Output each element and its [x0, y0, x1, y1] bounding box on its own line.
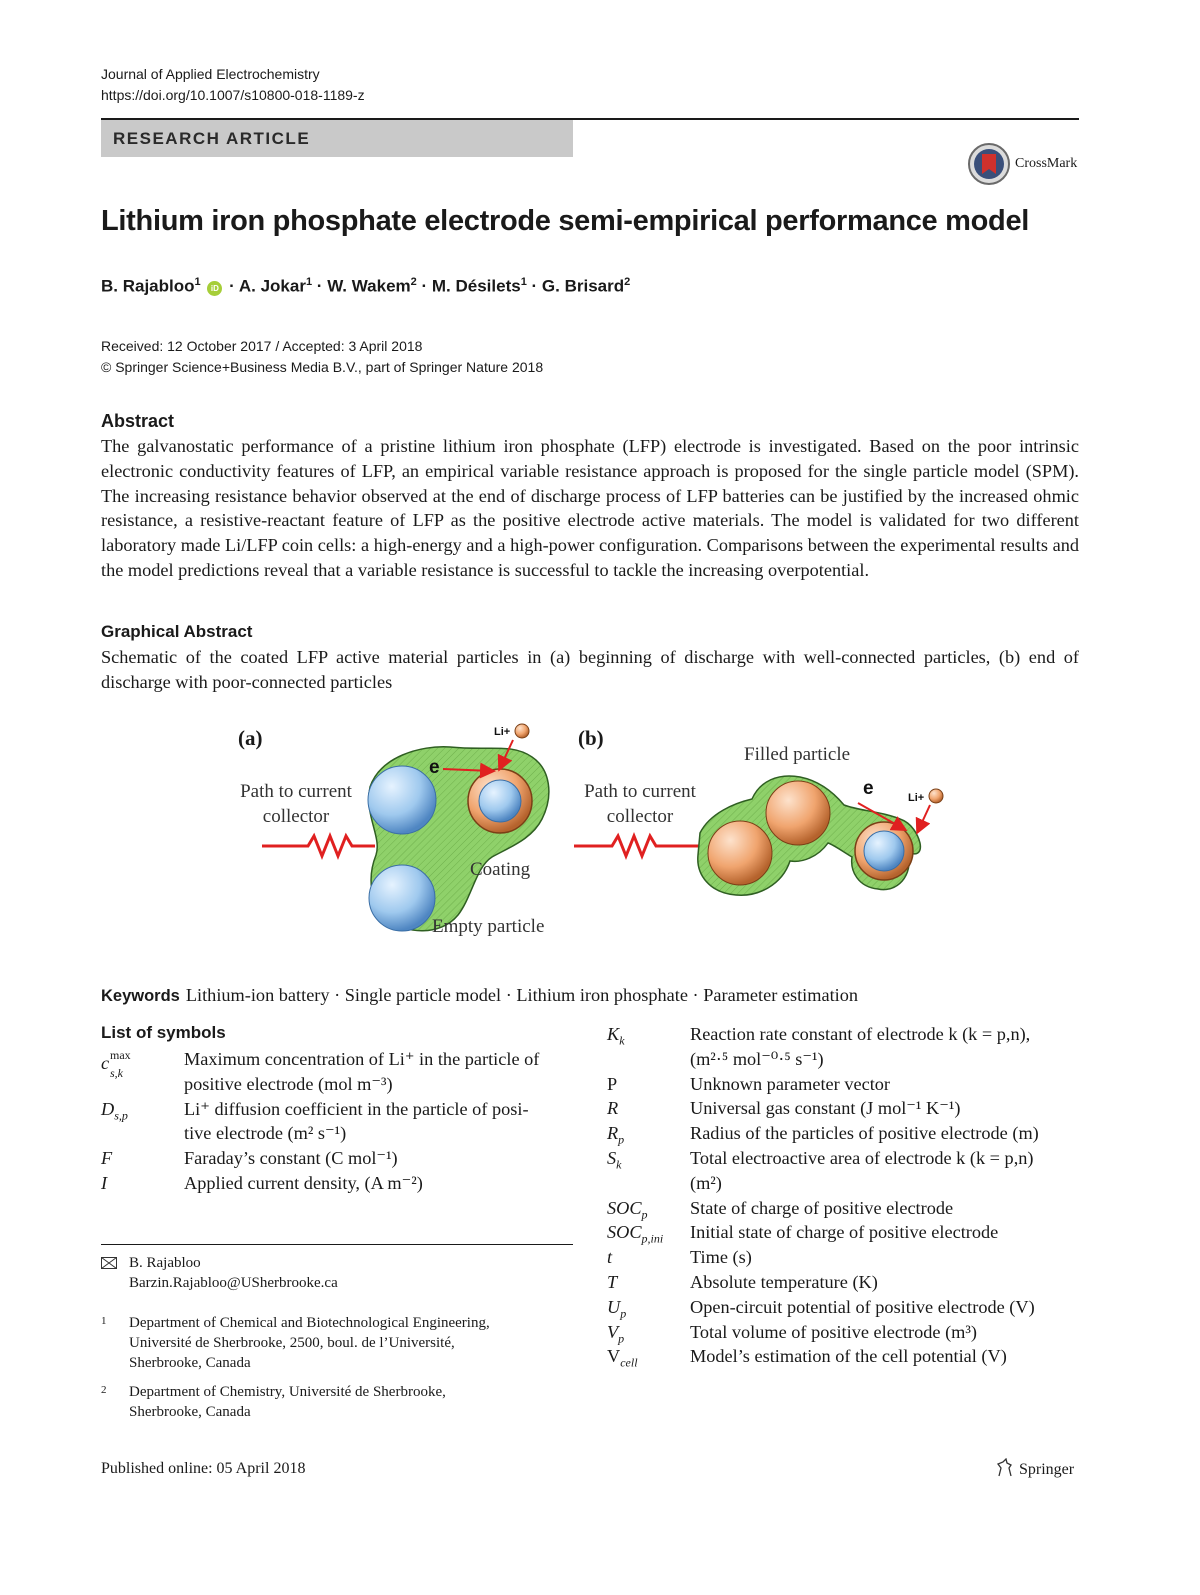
author-list: B. Rajabloo$^1$ iD · A. Jokar$^1$ · W. Wakem$^2$ · M. Désilets$^1$ · G. Brisard$^2$ — [101, 276, 631, 296]
symbols-heading: List of symbols — [101, 1023, 226, 1042]
author-name[interactable]: B. Rajabloo — [101, 276, 195, 296]
footnote-rule — [101, 1244, 573, 1245]
symbol: $K_k$ — [607, 1024, 625, 1048]
graphical-abstract-caption: Schematic of the coated LFP active material particles in (a) beginning of discharge with well-connected particles, (b) end of discharge with poor-connected particles — [101, 647, 1079, 692]
graphical-abstract-svg — [230, 715, 960, 960]
envelope-icon — [101, 1257, 117, 1269]
abstract-heading: Abstract — [101, 411, 175, 431]
panel-b-li-arrow — [918, 805, 930, 831]
author-affiliation: 2 — [410, 276, 417, 288]
author-affiliation: 1 — [520, 276, 527, 288]
author-name[interactable]: M. Désilets — [431, 276, 521, 296]
affiliation-number: 1 — [101, 1315, 107, 1327]
crossmark-label: CrossMark — [1015, 156, 1078, 171]
panel-a-electron-label: e — [429, 757, 440, 778]
symbol-description: State of charge of positive electrode — [690, 1197, 954, 1218]
symbol: t — [607, 1247, 613, 1268]
symbol-description: Reaction rate constant of electrode k (k = p,n), (m²·⁵ mol⁻⁰·⁵ s⁻¹) — [690, 1024, 1031, 1069]
journal-header — [101, 64, 365, 106]
symbol: $SOC_p$ — [607, 1197, 648, 1222]
symbol-description: Initial state of charge of positive electrode — [690, 1222, 999, 1243]
panel-b-path-label-1: Path to current — [584, 781, 696, 802]
panel-b-particle-2 — [766, 781, 830, 845]
symbol: $V_p$ — [607, 1321, 625, 1346]
symbol-description: Total electroactive area of electrode k (k = p,n) (m²) — [690, 1148, 1034, 1193]
panel-a-coating-label: Coating — [470, 859, 531, 880]
symbol: P — [607, 1073, 618, 1094]
keywords — [101, 985, 858, 1006]
affiliation-line: Université de Sherbrooke, 2500, boul. de l’Université, — [129, 1335, 455, 1351]
article-type-bar — [101, 120, 573, 157]
abstract-text: The galvanostatic performance of a pristine lithium iron phosphate (LFP) electrode is investigated. Based on the poor intrinsic electronic conductivity features of LFP, an empirical variable resistance approach is proposed for the single particle model (SPM). The increasing resistance behavior observed at the end of discharge process of LFP batteries can be justified by the increased ohmic resistance, a resistive-reactant feature of LFP as the positive electrode active materials. The model is validated for two different laboratory made Li/LFP coin cells: a high-energy and a high-power configuration. Comparisons between the experimental results and the model predictions reveal that a variable resistance is successful to tackle the increasing overpotential. — [101, 436, 1079, 580]
symbol-description: Unknown parameter vector — [690, 1073, 890, 1094]
symbol-description: Universal gas constant (J mol⁻¹ K⁻¹) — [690, 1098, 961, 1119]
author-affiliation: 2 — [624, 276, 631, 288]
symbol: T — [607, 1272, 618, 1292]
panel-b-li-ion — [929, 789, 943, 803]
panel-b-path-label-2: collector — [606, 806, 674, 827]
symbol-description: Total volume of positive electrode (m³) — [690, 1321, 977, 1342]
symbol: $R_p$ — [607, 1123, 625, 1147]
symbol-description: Open-circuit potential of positive electrode (V) — [690, 1296, 1035, 1317]
graphical-abstract-figure — [230, 715, 960, 960]
symbol-description: Model’s estimation of the cell potential (V) — [690, 1346, 1007, 1367]
springer-horse-icon — [995, 1458, 1015, 1478]
symbol-description: Time (s) — [690, 1247, 752, 1268]
symbol-description: Li⁺ diffusion coefficient in the particle of posi- tive electrode (m² s⁻¹) — [184, 1098, 529, 1144]
orcid-icon[interactable]: iD — [207, 281, 222, 296]
panel-b-electron-label: e — [863, 778, 874, 799]
contact-email[interactable]: Barzin.Rajabloo@USherbrooke.ca — [129, 1275, 338, 1291]
panel-a-label: (a) — [238, 726, 263, 750]
symbol-description: Applied current density, (A m⁻²) — [184, 1173, 423, 1193]
panel-a-path-label-2: collector — [262, 806, 330, 827]
symbol: $D_{s,p}$ — [101, 1098, 128, 1123]
panel-a-particle-2 — [369, 865, 435, 931]
published-online: Published online: 05 April 2018 — [101, 1460, 306, 1477]
received-accepted: Received: 12 October 2017 / Accepted: 3 April 2018 — [101, 338, 423, 354]
graphical-abstract-heading: Graphical Abstract — [101, 622, 253, 641]
panel-a-li-ion — [515, 724, 529, 738]
publisher-name: Springer — [1019, 1461, 1075, 1478]
affiliation-line: Sherbrooke, Canada — [129, 1355, 251, 1371]
affiliation-line: Department of Chemical and Biotechnological Engineering, — [129, 1315, 490, 1331]
author-name[interactable]: G. Brisard — [541, 276, 625, 296]
panel-a-li-label: Li+ — [494, 726, 511, 738]
panel-b-label: (b) — [578, 726, 604, 750]
panel-a-empty-particle-label: Empty particle — [432, 916, 545, 937]
copyright: © Springer Science+Business Media B.V., part of Springer Nature 2018 — [101, 359, 544, 375]
affiliation-line: Department of Chemistry, Université de Sherbrooke, — [129, 1384, 446, 1400]
crossmark-badge[interactable] — [967, 142, 1087, 186]
panel-b-li-label: Li+ — [908, 792, 925, 804]
affiliation-line: Sherbrooke, Canada — [129, 1404, 251, 1420]
symbol: $V_{cell}$ — [607, 1346, 638, 1371]
author-name[interactable]: A. Jokar — [238, 276, 306, 296]
contact-name: B. Rajabloo — [129, 1255, 201, 1271]
author-affiliation: 1 — [194, 276, 201, 288]
doi-link[interactable]: https://doi.org/10.1007/s10800-018-1189-z — [101, 87, 365, 103]
panel-b-resistor — [574, 836, 700, 856]
symbol-description: Maximum concentration of Li⁺ in the particle of positive electrode (mol m⁻³) — [184, 1049, 540, 1094]
symbol: $S_k$ — [607, 1148, 622, 1172]
panel-a-particle-1 — [368, 766, 436, 834]
author-affiliation: 1 — [305, 276, 313, 288]
keywords-label: Keywords — [101, 987, 180, 1005]
article-dates — [101, 336, 543, 378]
symbol-description: Radius of the particles of positive electrode (m) — [690, 1123, 1039, 1144]
panel-b-particle-1 — [708, 821, 772, 885]
symbols-left-column — [101, 1047, 576, 1207]
symbol-description: Faraday’s constant (C mol⁻¹) — [184, 1148, 398, 1169]
symbol: $U_p$ — [607, 1296, 627, 1321]
panel-a-resistor — [262, 836, 375, 856]
journal-name: Journal of Applied Electrochemistry — [101, 66, 320, 82]
panel-b-filled-particle-label: Filled particle — [744, 744, 851, 765]
symbols-right-column — [607, 1022, 1079, 1382]
symbol-description: Absolute temperature (K) — [690, 1272, 878, 1292]
symbol: F — [101, 1148, 113, 1169]
crossmark-icon — [967, 142, 1011, 186]
affiliation-number: 2 — [101, 1384, 107, 1396]
author-name[interactable]: W. Wakem — [327, 276, 411, 296]
symbol: $SOC_{p,ini}$ — [607, 1222, 664, 1247]
symbol: c max s,k — [101, 1048, 131, 1080]
panel-b-particle-3-core — [864, 831, 904, 871]
panel-a-path-label-1: Path to current — [240, 781, 352, 802]
symbol: I — [101, 1173, 108, 1193]
publisher-logo[interactable] — [995, 1458, 1074, 1479]
article-title: Lithium iron phosphate electrode semi-empirical performance model — [101, 205, 1030, 237]
article-type-label: RESEARCH ARTICLE — [113, 129, 311, 148]
keywords-text: Lithium-ion battery · Single particle model · Lithium iron phosphate · Parameter estimation — [185, 985, 859, 1005]
panel-a-particle-3-core — [479, 780, 521, 822]
symbol: R — [607, 1098, 619, 1119]
